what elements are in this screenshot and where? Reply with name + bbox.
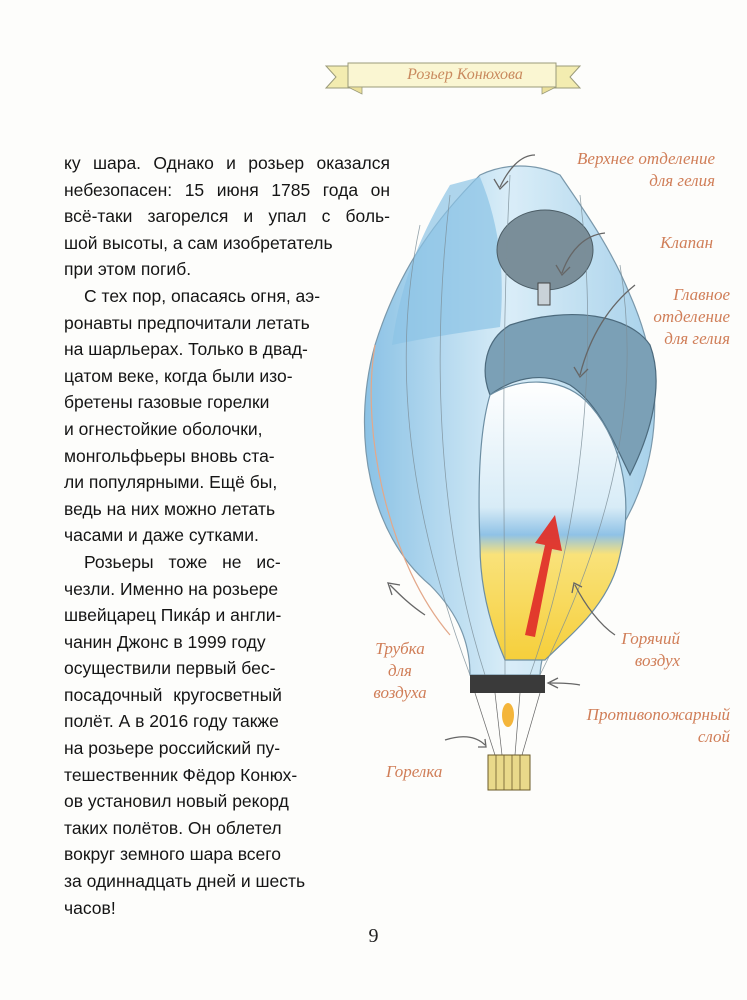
text-line: С тех пор, опасаясь огня, аэ- (84, 285, 321, 306)
label-air-tube: Трубка для воздуха (373, 639, 427, 702)
label-burner: Горелка (386, 762, 443, 781)
text-line: полёт. А в 2016 году также (64, 711, 279, 732)
text-line: чанин Джонс в 1999 году (64, 631, 266, 652)
text-line: ли популярными. Ещё бы, (64, 472, 278, 493)
label-upper-helium: Верхнее отделение для гелия (577, 149, 715, 190)
label-fireproof-layer: Противопожарный слой (586, 705, 730, 746)
text-line: посадочный кругосветный (64, 684, 282, 705)
text-line: цатом веке, когда были изо- (64, 365, 293, 386)
text-line: ведь на них можно летать (64, 498, 276, 519)
basket (488, 755, 530, 790)
label-main-helium: Главное отделение для гелия (653, 285, 730, 348)
text-line: на шарльерах. Только в двад- (64, 339, 308, 360)
page-number: 9 (368, 925, 379, 947)
text-line: на розьере российский пу- (64, 738, 281, 759)
text-line: Розьеры тоже не ис- (84, 551, 281, 572)
text-line: тешественник Фёдор Конюх- (64, 764, 298, 785)
text-line: при этом погиб. (64, 259, 192, 280)
text-line: чезли. Именно на розьере (64, 578, 279, 599)
text-line: шой высоты, а сам изобретатель (64, 232, 333, 253)
text-line: часами и даже сутками. (64, 525, 259, 546)
text-line: ов установил новый рекорд (64, 791, 289, 812)
fireproof-layer (470, 675, 545, 693)
label-hot-air: Горячий воздух (621, 629, 680, 670)
label-valve: Клапан (660, 233, 713, 252)
text-line: бретены газовые горелки (64, 392, 270, 413)
valve (538, 283, 550, 305)
text-line: вокруг земного шара всего (64, 844, 282, 865)
text-line: швейцарец Пика́р и англи- (64, 605, 282, 626)
text-line: таких полётов. Он облетел (64, 817, 282, 838)
text-line: часов! (64, 897, 116, 918)
text-line: монгольфьеры вновь ста- (64, 445, 275, 466)
text-line: небезопасен: 15 июня 1785 года он (64, 179, 390, 200)
text-line: и огнестойкие оболочки, (64, 418, 263, 439)
text-line: за одиннадцать дней и шесть (64, 871, 306, 892)
text-line: осуществили первый бес- (64, 658, 276, 679)
text-line: ронавты предпочитали летать (64, 312, 310, 333)
text-line: ку шара. Однако и розьер оказался (64, 153, 390, 173)
burner (502, 703, 514, 727)
header-title: Розьер Конюхова (407, 66, 523, 83)
text-line: всё-таки загорелся и упал с боль- (64, 206, 390, 227)
